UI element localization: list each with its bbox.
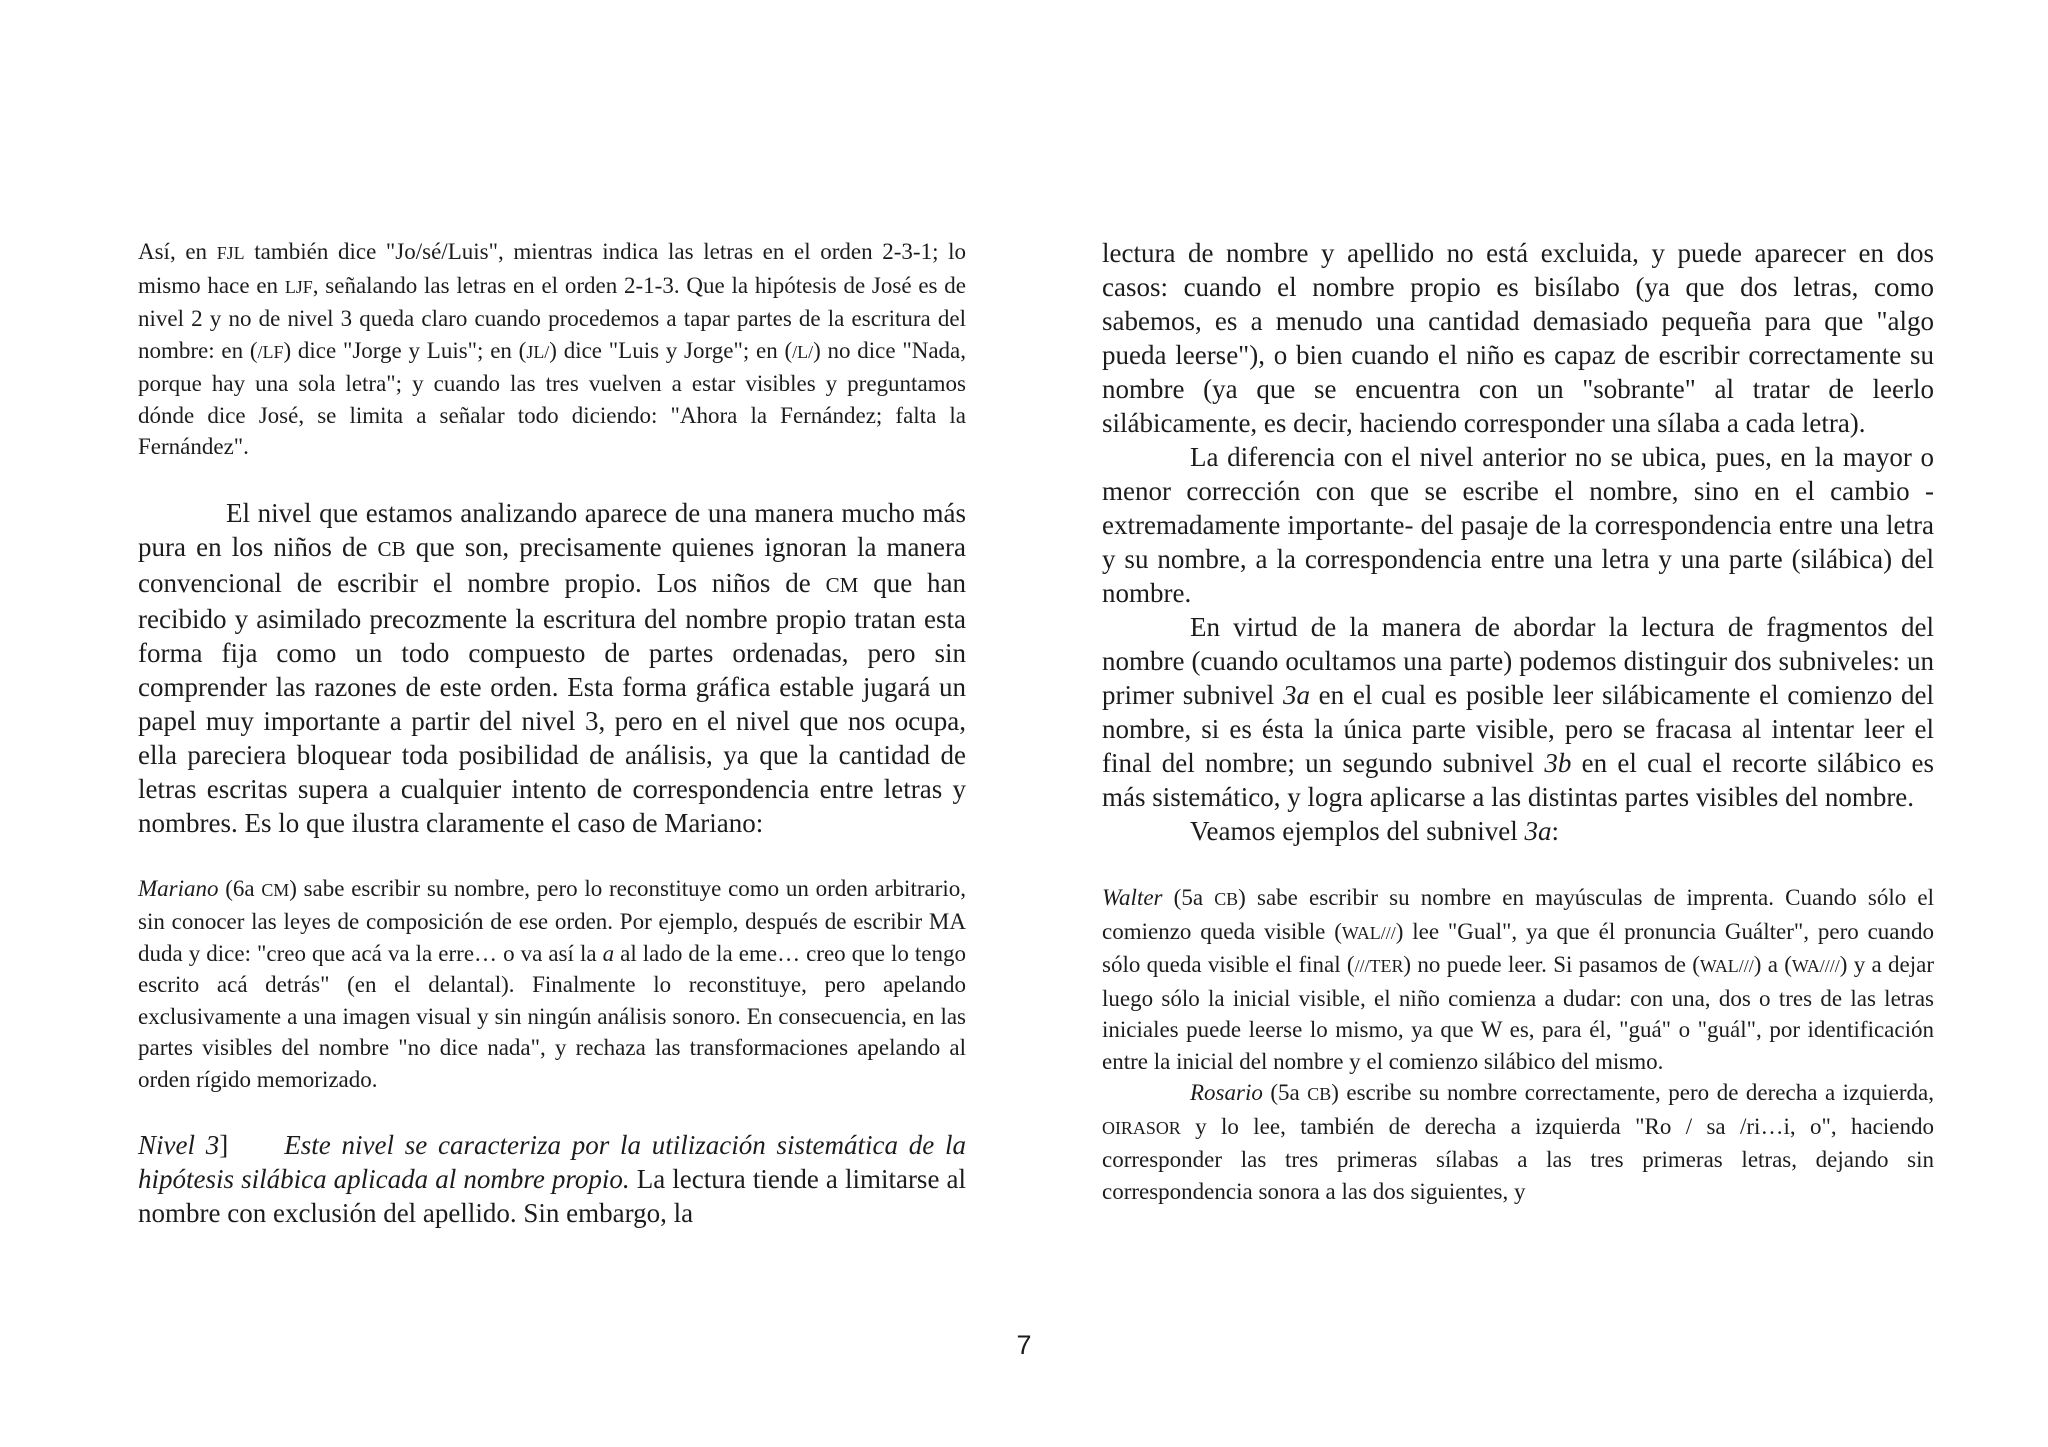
paragraph-continuation: lectura de nombre y apellido no está excluida, y puede aparecer en dos casos: cuando el nombre propio es bisílabo (ya que dos letras, como sabemos, es a menudo una cantidad demasiado pequeña para que "algo pueda leerse"), o bien cuando el niño es capaz de escribir correctamente su nombre (ya que se encuentra con un "sobrante" al tratar de leerlo silábicamente, es decir, haciendo corresponder una sílaba a cada letra). bbox=[1102, 238, 1934, 438]
paragraph-level-analysis: El nivel que estamos analizando aparece de una manera mucho más pura en los niños de CB que son, precisamente quienes ignoran la manera convencional de escribir el nombre propio. Los niños de CM que han recibido y asimilado precozmente la escritura del nombre propio tratan esta forma fija como un todo compuesto de partes ordenadas, pero sin comprender las razones de este orden. Esta forma gráfica estable jugará un papel muy importante a partir del nivel 3, pero en el nivel que nos ocupa, ella pareciera bloquear toda posibilidad de análisis, ya que la cantidad de letras escritas supera a cualquier intento de correspondencia entre letras y nombres. Es lo que ilustra claramente el caso de Mariano: bbox=[138, 497, 966, 838]
left-column bbox=[138, 236, 966, 1230]
paragraph-rosario-example: Rosario (5a CB) escribe su nombre correctamente, pero de derecha a izquierda, OIRASOR y lo lee, también de derecha a izquierda "Ro / sa /ri…i, o", haciendo corresponder las tres primeras sílabas a las tres primeras letras, dejando sin correspondencia sonora a las dos siguientes, y bbox=[1102, 1080, 1934, 1204]
section-label: Nivel 3 bbox=[138, 1130, 220, 1160]
paragraph-nivel-3: Nivel 3] Este nivel se caracteriza por la utilización sistemática de la hipótesis silábica aplicada al nombre propio. La lectura tiende a limitarse al nombre con exclusión del apellido. Sin embargo, la bbox=[138, 1130, 967, 1228]
paragraph-difference: La diferencia con el nivel anterior no se ubica, pues, en la mayor o menor corrección con que se escribe el nombre, sino en el cambio -extremadamente importante- del pasaje de la correspondencia entre una letra y su nombre, a la correspondencia entre una letra y una parte (silábica) del nombre. bbox=[1102, 442, 1934, 608]
page-number: 7 bbox=[1016, 1330, 1032, 1360]
paragraph-subniveles: En virtud de la manera de abordar la lectura de fragmentos del nombre (cuando ocultamos una parte) podemos distinguir dos subniveles: un primer subnivel 3a en el cual es posible leer silábicamente el comienzo del nombre, si es ésta la única parte visible, pero se fracasa al intentar leer el final del nombre; un segundo subnivel 3b en el cual el recorte silábico es más sistemático, y logra aplicarse a las distintas partes visibles del nombre. bbox=[1102, 612, 1934, 812]
paragraph-walter-example: Walter (5a CB) sabe escribir su nombre en mayúsculas de imprenta. Cuando sólo el comienzo queda visible (WAL///) lee "Gual", ya que él pronuncia Guálter", pero cuando sólo queda visible el final (///TER) no puede leer. Si pasamos de (WAL///) a (WA////) y a dejar luego sólo la inicial visible, el niño comienza a dudar: con una, dos o tres de las letras iniciales puede leerse lo mismo, ya que W es, para él, "guá" o "guál", por identificación entre la inicial del nombre y el comienzo silábico del mismo. bbox=[1102, 885, 1934, 1074]
right-column bbox=[1102, 236, 1934, 1207]
paragraph-mariano-example: Mariano (6a CM) sabe escribir su nombre, pero lo reconstituye como un orden arbitrario, sin conocer las leyes de composición de ese orden. Por ejemplo, después de escribir MA duda y dice: "creo que acá va la erre… o va así la a al lado de la eme… creo que lo tengo escrito acá detrás" (en el delantal). Finalmente lo reconstituye, pero apelando exclusivamente a una imagen visual y sin ningún análisis sonoro. En consecuencia, en las partes visibles del nombre "no dice nada", y rechaza las transformaciones apelando al orden rígido memorizado. bbox=[138, 875, 966, 1092]
paragraph-examples-intro: Veamos ejemplos del subnivel 3a: bbox=[1190, 816, 1559, 846]
paragraph-jose-example: Así, en FJL también dice "Jo/sé/Luis", mientras indica las letras en el orden 2-3-1; lo mismo hace en LJF, señalando las letras en el orden 2-1-3. Que la hipótesis de José es de nivel 2 y no de nivel 3 queda claro cuando procedemos a tapar partes de la escritura del nombre: en (/LF) dice "Jorge y Luis"; en (JL/) dice "Luis y Jorge"; en (/L/) no dice "Nada, porque hay una sola letra"; y cuando las tres vuelven a estar visibles y preguntamos dónde dice José, se limita a señalar todo diciendo: "Ahora la Fernández; falta la Fernández". bbox=[138, 239, 966, 459]
